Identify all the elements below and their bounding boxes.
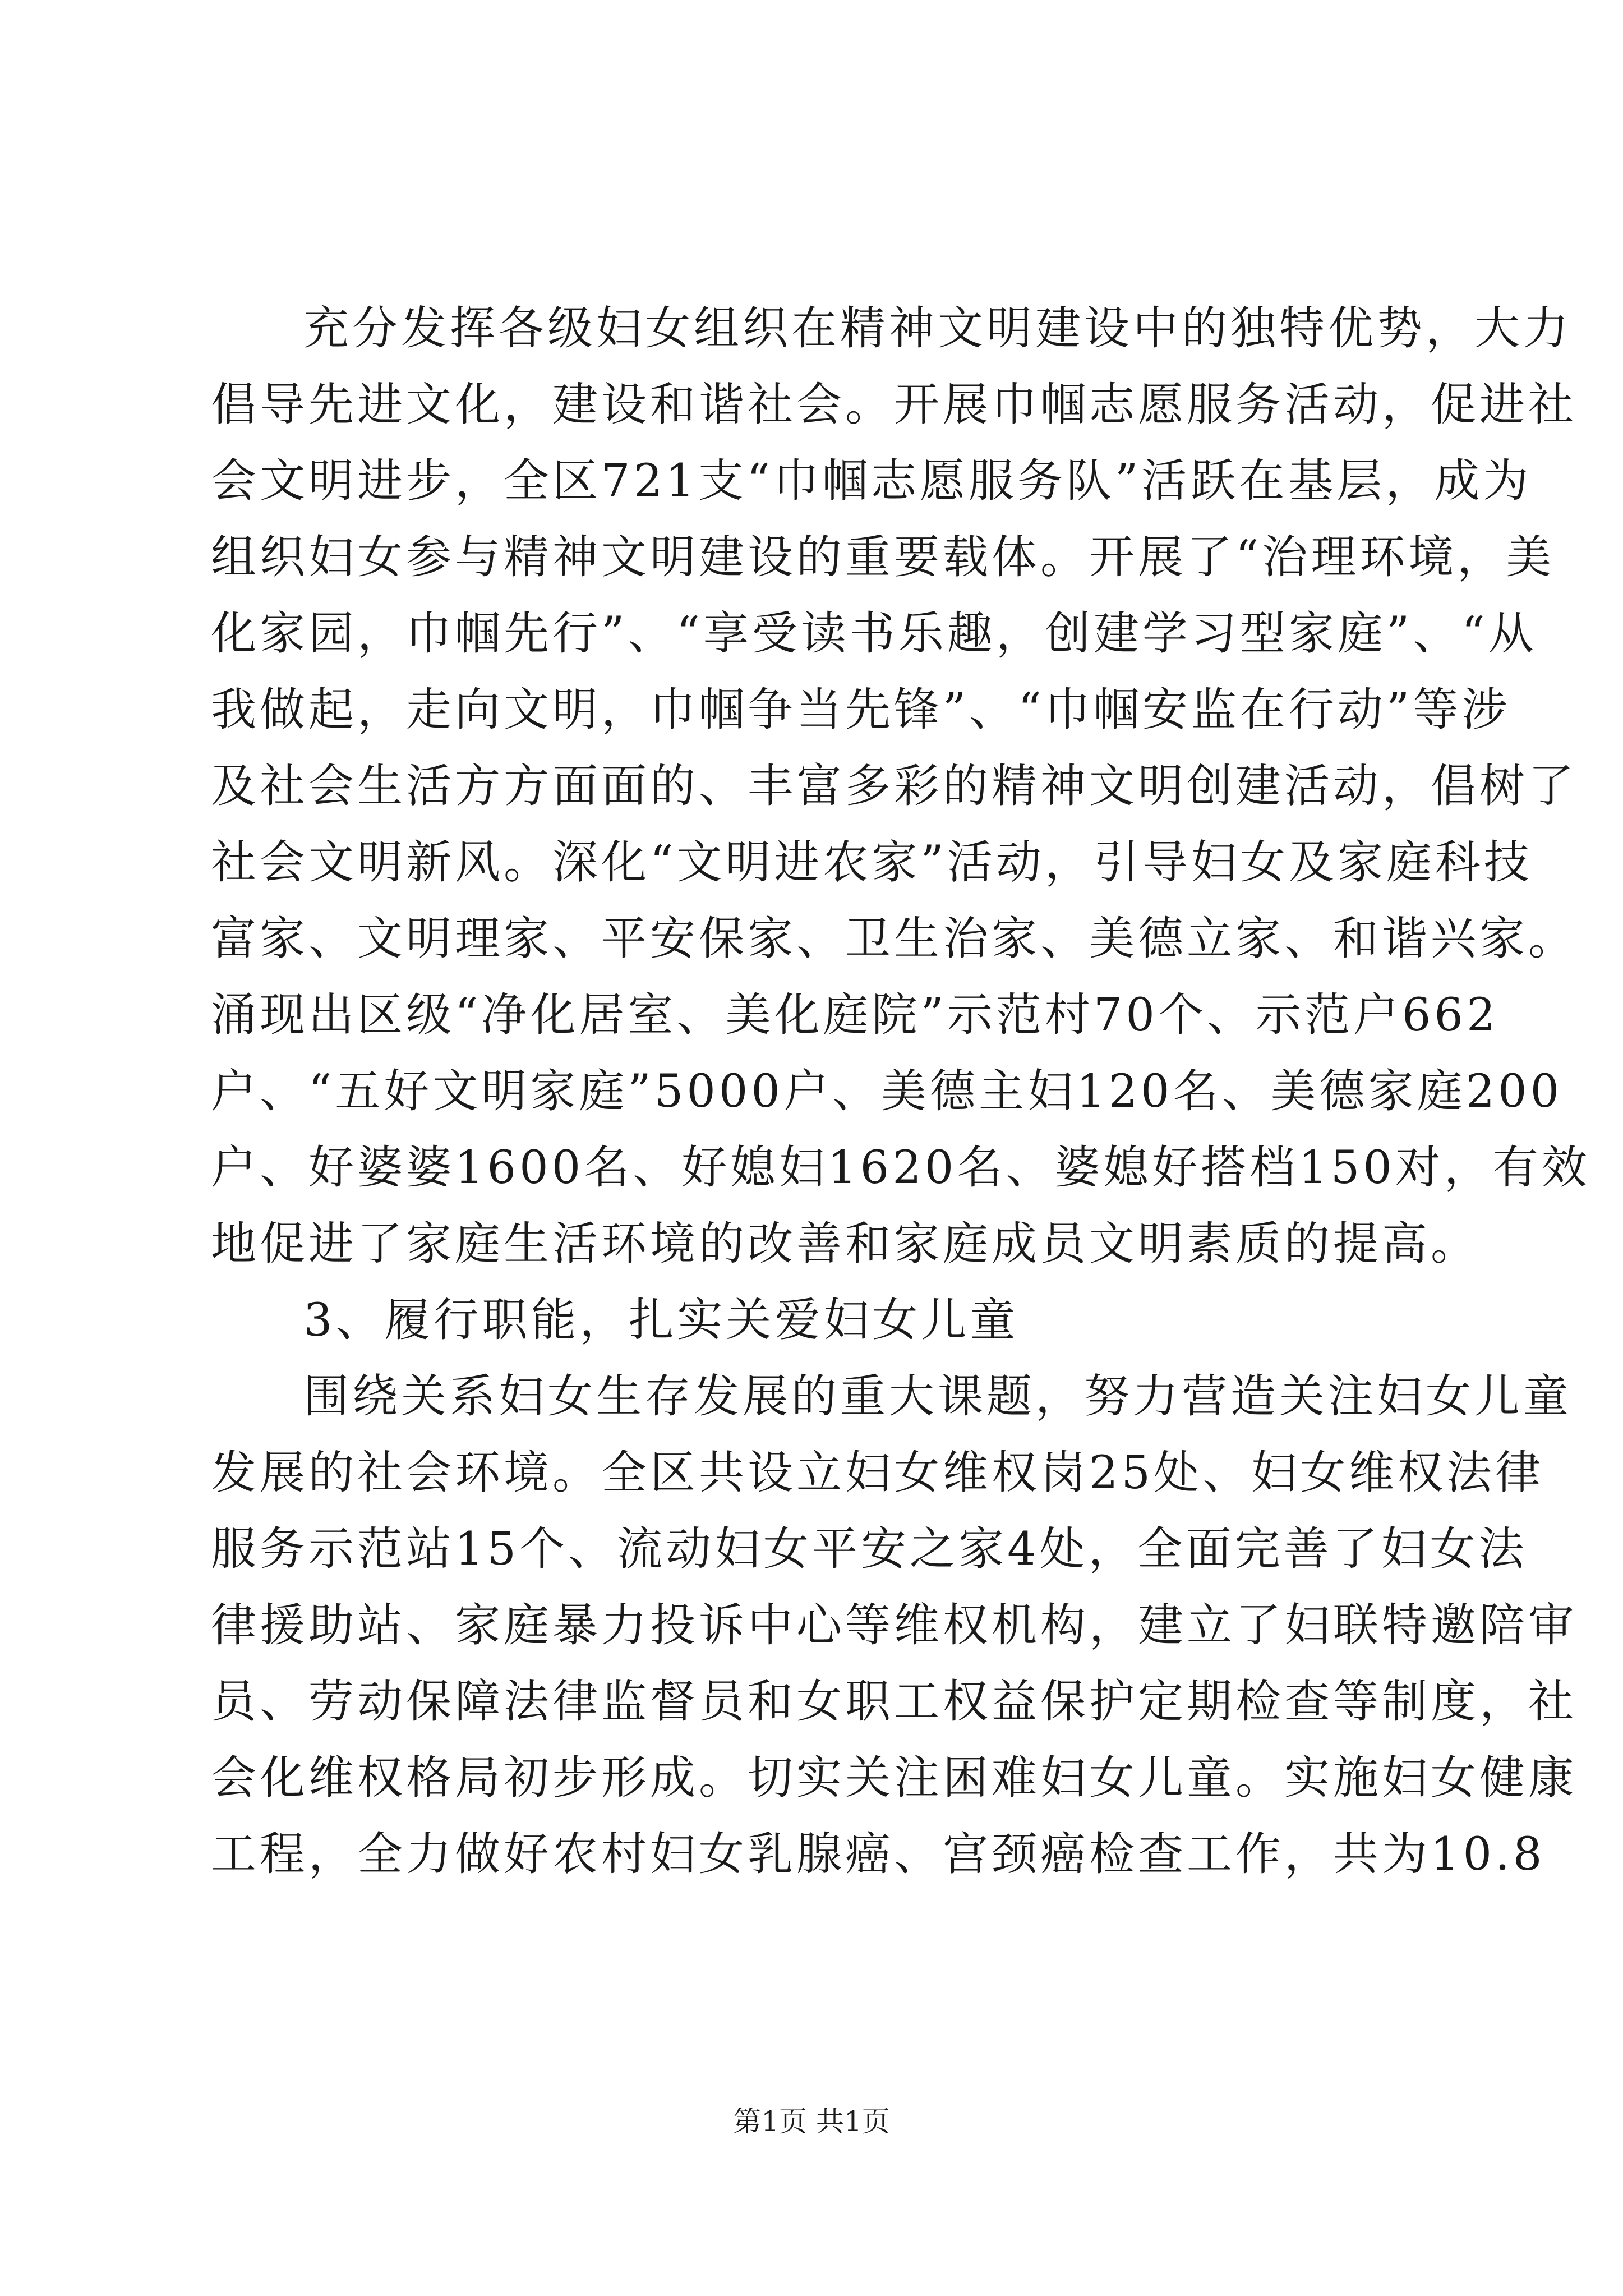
paragraph-line: 服务示范站15个、流动妇女平安之家4处，全面完善了妇女法 — [211, 1523, 1528, 1576]
paragraph-line: 地促进了家庭生活环境的改善和家庭成员文明素质的提高。 — [211, 1218, 1480, 1271]
paragraph-line: 倡导先进文化，建设和谐社会。开展巾帼志愿服务活动，促进社 — [211, 379, 1578, 431]
paragraph-line: 律援助站、家庭暴力投诉中心等维权机构，建立了妇联特邀陪审 — [211, 1599, 1578, 1652]
page-footer: 第1页 共1页 — [733, 2105, 890, 2138]
paragraph-line: 户、好婆婆1600名、好媳妇1620名、婆媳好搭档150对，有效 — [211, 1142, 1590, 1194]
paragraph-line: 会化维权格局初步形成。切实关注困难妇女儿童。实施妇女健康 — [211, 1752, 1578, 1805]
section-heading: 3、履行职能，扎实关爱妇女儿童 — [303, 1294, 1019, 1347]
paragraph-line: 员、劳动保障法律监督员和女职工权益保护定期检查等制度，社 — [211, 1676, 1578, 1728]
paragraph-line: 充分发挥各级妇女组织在精神文明建设中的独特优势，大力 — [303, 302, 1573, 355]
paragraph-line: 涌现出区级“净化居室、美化庭院”示范村70个、示范户662 — [211, 989, 1499, 1042]
paragraph-line: 会文明进步，全区721支“巾帼志愿服务队”活跃在基层，成为 — [211, 455, 1532, 508]
paragraph-line: 组织妇女参与精神文明建设的重要载体。开展了“治理环境，美 — [211, 531, 1555, 584]
paragraph-line: 围绕关系妇女生存发展的重大课题，努力营造关注妇女儿童 — [303, 1370, 1573, 1423]
paragraph-line: 富家、文明理家、平安保家、卫生治家、美德立家、和谐兴家。 — [211, 913, 1578, 965]
paragraph-line: 我做起，走向文明，巾帼争当先锋”、“巾帼安监在行动”等涉 — [211, 684, 1511, 737]
paragraph-line: 化家园，巾帼先行”、“享受读书乐趣，创建学习型家庭”、“从 — [211, 608, 1537, 660]
paragraph-line: 社会文明新风。深化“文明进农家”活动，引导妇女及家庭科技 — [211, 836, 1533, 889]
paragraph-line: 工程，全力做好农村妇女乳腺癌、宫颈癌检查工作，共为10.8 — [211, 1828, 1546, 1881]
document-body — [211, 291, 1590, 1893]
paragraph-line: 及社会生活方方面面的、丰富多彩的精神文明创建活动，倡树了 — [211, 760, 1578, 813]
paragraph-line: 户、“五好文明家庭”5000户、美德主妇120名、美德家庭200 — [211, 1065, 1563, 1118]
paragraph-line: 发展的社会环境。全区共设立妇女维权岗25处、妇女维权法律 — [211, 1447, 1544, 1499]
